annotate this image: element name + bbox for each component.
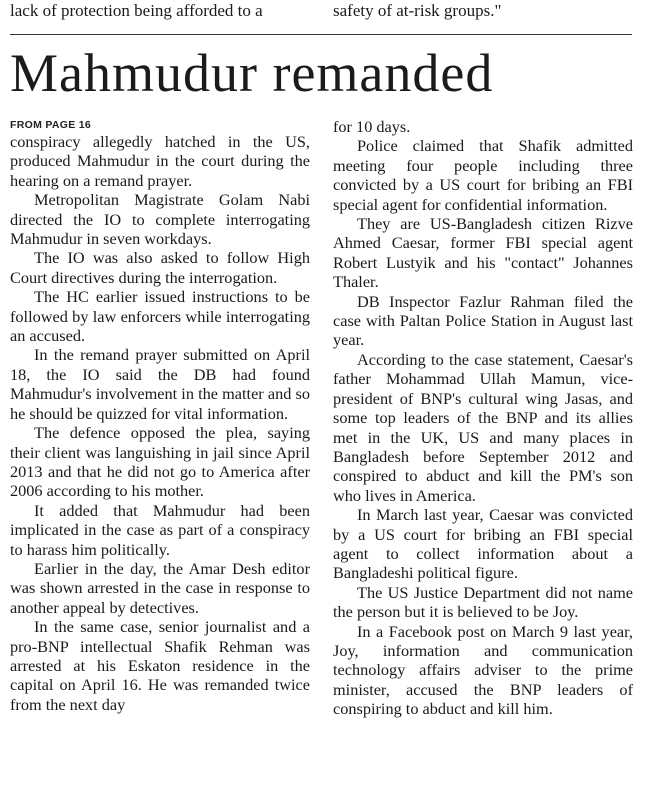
article-paragraph: Police claimed that Shafik admitted meeting four people including three convicted by a US court for bribing an FBI special agent for confidential information. — [333, 136, 633, 214]
article-paragraph: According to the case statement, Caesar's father Mohammad Ullah Mamun, vice-president of BNP's cultural wing Jasas, and some top leaders of the BNP and its allies met in the UK, US and many places in Bangladesh before September 2012 and conspired to abduct and kill the PM's son who lives in America. — [333, 349, 633, 505]
article-paragraph: In a Facebook post on March 9 last year, Joy, information and communication technology affairs adviser to the prime minister, accused the BNP leaders of conspiring to abduct and kill him. — [333, 621, 633, 719]
article-paragraph: It added that Mahmudur had been implicated in the case as part of a conspiracy to harass him politically. — [10, 500, 310, 559]
article-paragraph: conspiracy allegedly hatched in the US, produced Mahmudur in the court during the hearing on a remand prayer. — [10, 132, 310, 190]
article-paragraph: The defence opposed the plea, saying their client was languishing in jail since April 2013 and that he did not go to America after 2006 according to his mother. — [10, 423, 310, 501]
continuation-label: FROM PAGE 16 — [10, 119, 92, 131]
article-paragraph: DB Inspector Fazlur Rahman filed the case with Paltan Police Station in August last year. — [333, 291, 633, 350]
previous-article-strip — [0, 0, 654, 30]
article-paragraph: Metropolitan Magistrate Golam Nabi directed the IO to complete interrogating Mahmudur in seven workdays. — [10, 190, 310, 249]
previous-article-left-line: lack of protection being afforded to a — [10, 1, 263, 20]
article-headline: Mahmudur remanded — [10, 43, 494, 103]
article-paragraph: In the remand prayer submitted on April 18, the IO said the DB had found Mahmudur's involvement in the matter and so he should be quizzed for vital information. — [10, 345, 310, 423]
article-paragraph: The IO was also asked to follow High Court directives during the interrogation. — [10, 248, 310, 287]
article-column-right — [333, 117, 633, 719]
article-paragraph: for 10 days. — [333, 117, 411, 136]
article-paragraph: In the same case, senior journalist and a pro-BNP intellectual Shafik Rehman was arrested at his Eskaton residence in the capital on April 16. He was remanded twice from the next day — [10, 617, 310, 714]
article-paragraph: Earlier in the day, the Amar Desh editor was shown arrested in the case in response to another appeal by detectives. — [10, 558, 310, 617]
previous-article-right-line: safety of at-risk groups." — [333, 1, 502, 20]
article-column-left — [10, 118, 310, 714]
article-paragraph: They are US-Bangladesh citizen Rizve Ahmed Caesar, former FBI special agent Robert Lustyik and his "contact" Johannes Thaler. — [333, 214, 633, 292]
article-paragraph: In March last year, Caesar was convicted by a US court for bribing an FBI special agent to collect information about a Bangladeshi political figure. — [333, 505, 633, 583]
section-divider — [10, 34, 632, 35]
article-paragraph: The US Justice Department did not name the person but it is believed to be Joy. — [333, 582, 633, 622]
article-paragraph: The HC earlier issued instructions to be followed by law enforcers while interrogating an accused. — [10, 287, 310, 346]
